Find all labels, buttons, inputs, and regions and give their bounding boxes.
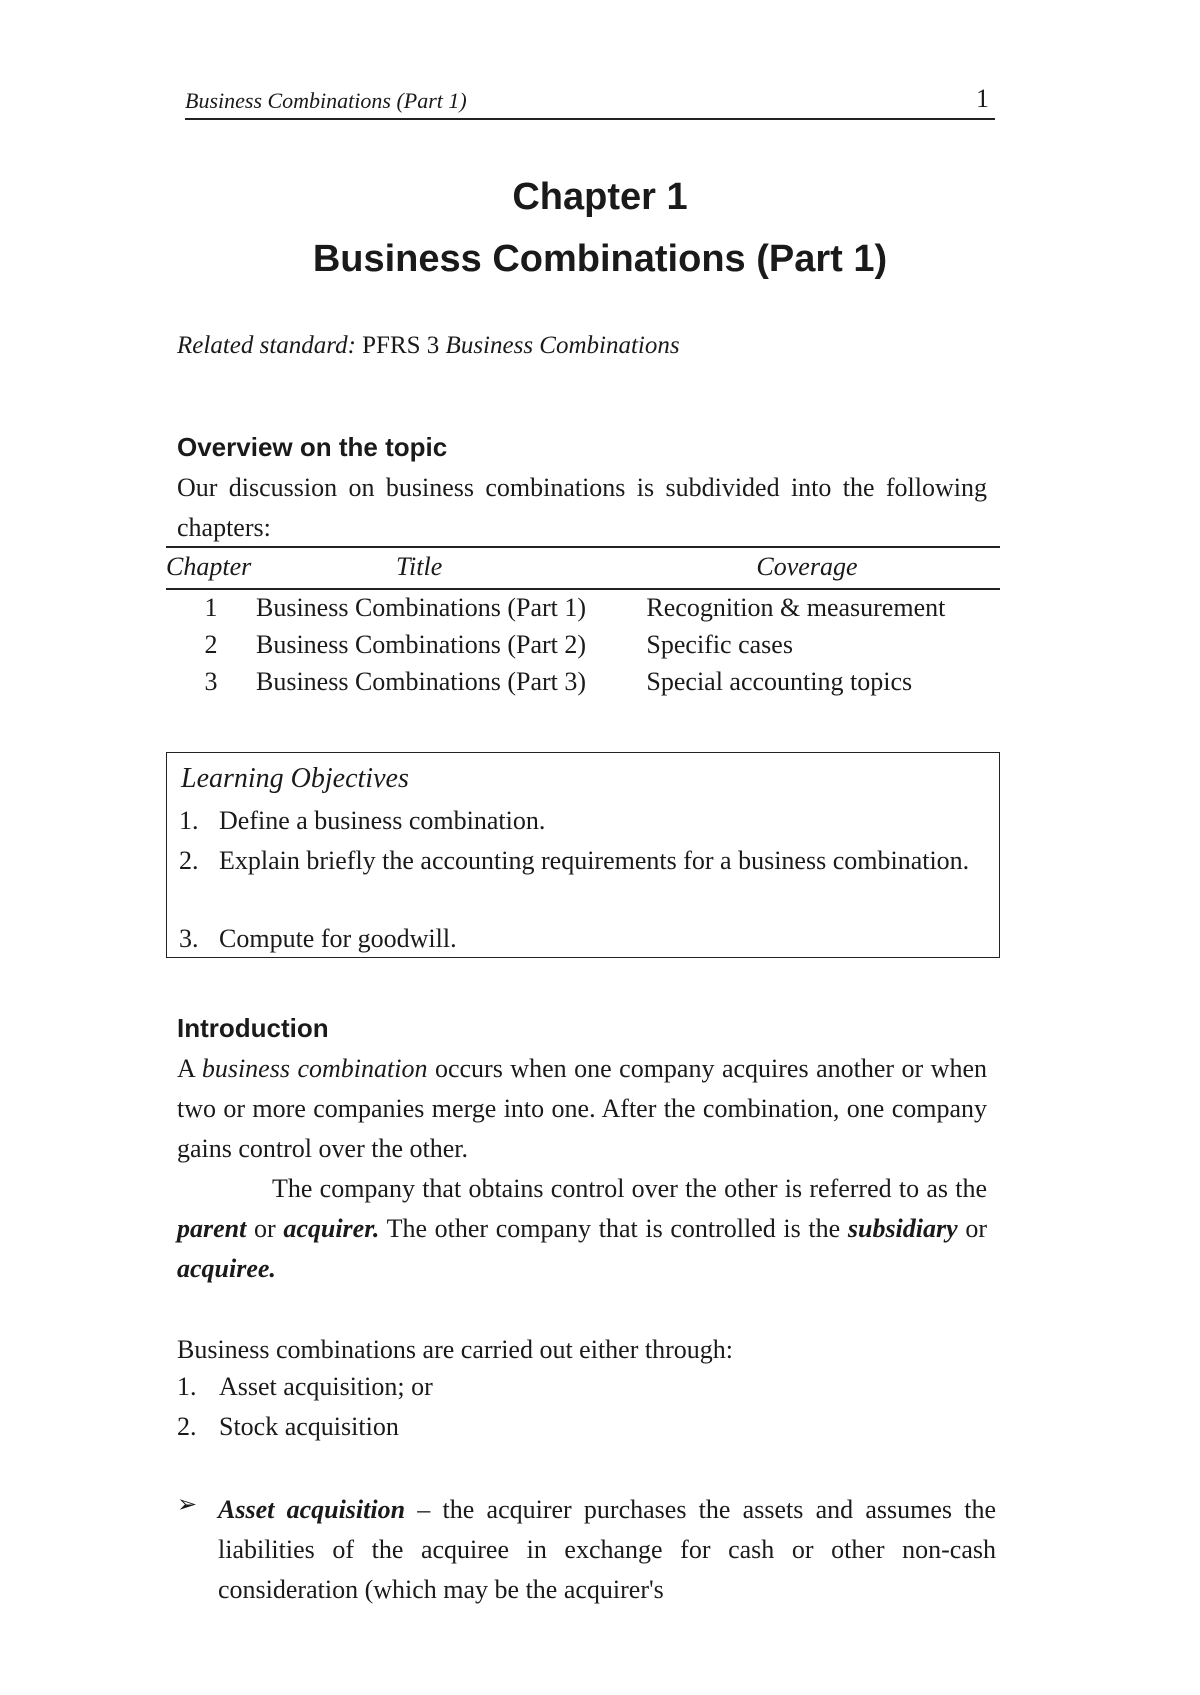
cell-coverage: Recognition & measurement <box>646 592 946 622</box>
cell-chapter: 1 <box>204 592 218 622</box>
list-text: Stock acquisition <box>219 1412 399 1441</box>
intro-text: The other company that is controlled is the <box>379 1214 848 1243</box>
cell-coverage: Special accounting topics <box>646 666 913 696</box>
related-standard-code: PFRS 3 <box>362 332 440 359</box>
objective-number: 1. <box>179 806 199 835</box>
cell-title: Business Combinations (Part 1) <box>256 592 587 622</box>
term-asset-acquisition: Asset acquisition <box>218 1495 406 1524</box>
arrow-bullet-icon: ➢ <box>177 1492 198 1518</box>
table-row <box>166 589 1000 627</box>
intro-text: A <box>177 1054 202 1083</box>
cell-title: Business Combinations (Part 3) <box>256 666 587 696</box>
list-text: Asset acquisition; or <box>219 1372 433 1401</box>
intro-text: occurs when one company acquires another or when two or more companies merge into one. After the combination, one company gains control over the other. <box>177 1054 988 1163</box>
objective-text: Compute for goodwill. <box>219 924 457 953</box>
running-title: Business Combinations (Part 1) <box>185 88 467 113</box>
introduction-heading: Introduction <box>177 1013 329 1043</box>
page-number: 1 <box>976 84 989 113</box>
intro-text: The company that obtains control over the other is referred to as the <box>272 1174 987 1203</box>
term-acquirer: acquirer. <box>283 1214 380 1243</box>
table-row <box>166 664 1000 701</box>
cell-coverage: Specific cases <box>646 629 793 659</box>
table-row <box>166 627 1000 664</box>
cell-chapter: 2 <box>204 629 218 659</box>
running-header <box>185 82 995 120</box>
chapter-name-title: Business Combinations (Part 1) <box>312 238 888 280</box>
cell-title: Business Combinations (Part 2) <box>256 629 587 659</box>
header-title: Title <box>256 547 646 589</box>
objective-number: 3. <box>179 924 199 953</box>
chapters-table <box>166 546 1000 701</box>
header-chapter: Chapter <box>166 547 256 589</box>
overview-heading: Overview on the topic <box>177 432 448 462</box>
overview-text: Our discussion on business combinations is subdivided into the following chapters: <box>177 473 987 542</box>
term-acquiree: acquiree. <box>177 1254 276 1283</box>
related-standard <box>177 332 680 360</box>
objective-text: Define a business combination. <box>219 806 546 835</box>
learning-objectives-heading: Learning Objectives <box>181 763 409 794</box>
intro-text: or <box>957 1214 987 1243</box>
term-subsidiary: subsidiary <box>847 1214 958 1243</box>
list-item <box>177 1412 399 1442</box>
term-parent: parent <box>177 1214 247 1243</box>
learning-objectives-box <box>166 752 1000 958</box>
term-business-combination: business combination <box>201 1054 428 1083</box>
introduction-paragraph-1 <box>177 1049 987 1169</box>
cell-chapter: 3 <box>204 666 218 696</box>
methods-intro: Business combinations are carried out either through: <box>177 1335 733 1364</box>
list-number: 1. <box>177 1372 197 1401</box>
asset-acquisition-text: – the acquirer purchases the assets and assumes the liabilities of the acquiree in exchange for cash or other non-cash consideration (which may be the acquirer's <box>218 1495 996 1604</box>
list-number: 2. <box>177 1412 197 1441</box>
objective-text: Explain briefly the accounting requirements for a business combination. <box>219 846 970 875</box>
chapter-number-title: Chapter 1 <box>512 176 688 218</box>
related-standard-label: Related standard: <box>177 332 356 359</box>
introduction-paragraph-2 <box>177 1169 987 1289</box>
header-coverage: Coverage <box>646 547 1000 589</box>
objective-item <box>179 841 984 881</box>
intro-text: or <box>246 1214 284 1243</box>
asset-acquisition-paragraph <box>218 1490 996 1610</box>
related-standard-name: Business Combinations <box>445 332 680 359</box>
objective-item <box>179 919 984 959</box>
list-item <box>177 1372 433 1402</box>
objective-item <box>179 801 984 841</box>
table-header-row <box>166 547 1000 589</box>
objective-number: 2. <box>179 846 199 875</box>
